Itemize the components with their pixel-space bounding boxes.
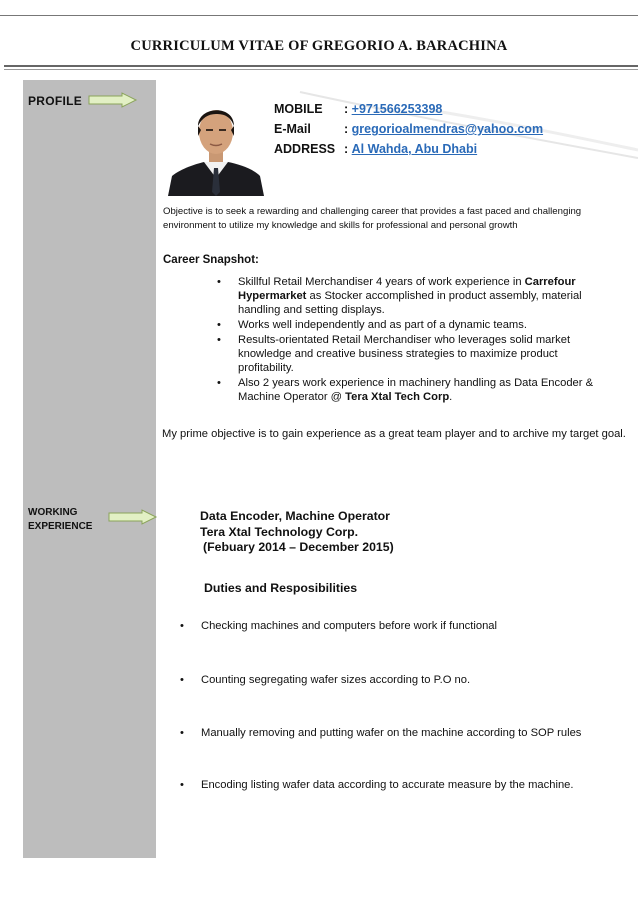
job-company: Tera Xtal Technology Corp. xyxy=(200,524,359,539)
email-colon: : xyxy=(344,122,349,136)
job-period: (Febuary 2014 – December 2015) xyxy=(203,540,394,554)
bullet-icon: • xyxy=(180,674,184,686)
item-text: Also 2 years work experience in machinery handling as Data Encoder & Machine Operator @ xyxy=(238,377,594,403)
mobile-label: MOBILE xyxy=(274,102,323,116)
item-text: . xyxy=(449,391,453,403)
working-experience-label xyxy=(28,506,92,534)
top-border-line xyxy=(0,15,638,16)
contact-row-mobile xyxy=(274,99,543,119)
header-divider-thin xyxy=(4,69,638,70)
bullet-icon: • xyxy=(180,620,184,632)
mobile-colon: : xyxy=(344,102,352,116)
contact-info xyxy=(274,99,543,159)
contact-row-email xyxy=(274,119,543,139)
duty-text: Encoding listing wafer data according to accurate measure by the machine. xyxy=(201,779,574,791)
bullet-icon: • xyxy=(180,779,184,791)
header-divider xyxy=(4,65,638,67)
contact-row-address xyxy=(274,139,543,159)
duties-heading: Duties and Resposibilities xyxy=(204,581,358,595)
career-snapshot-heading: Career Snapshot: xyxy=(163,254,259,266)
duty-text: Checking machines and computers before work if functional xyxy=(201,620,497,632)
job-header xyxy=(200,509,394,556)
email-label: E-Mail xyxy=(274,122,311,136)
right-arrow-icon xyxy=(88,92,138,108)
sidebar xyxy=(23,80,156,858)
list-item xyxy=(216,333,616,375)
profile-photo xyxy=(168,96,264,196)
working-label-line1: WORKING xyxy=(28,507,78,518)
duty-text: Manually removing and putting wafer on the machine according to SOP rules xyxy=(201,727,582,739)
prime-objective-text: My prime objective is to gain experience as a great team player and to archive my target goal. xyxy=(162,428,626,440)
item-bold: Carrefour Hypermarket xyxy=(238,276,576,302)
item-text: Works well independently and as part of a dynamic teams. xyxy=(238,319,527,331)
career-snapshot-list xyxy=(216,275,616,405)
list-item xyxy=(216,318,616,332)
address-link[interactable]: Al Wahda, Abu Dhabi xyxy=(351,142,478,156)
bullet-icon: • xyxy=(180,727,184,739)
list-item xyxy=(216,275,616,317)
item-text: Results-orientated Retail Merchandiser who leverages solid market knowledge and creative business strategies to maximize product profitability. xyxy=(238,334,571,374)
item-text: Skillful Retail Merchandiser 4 years of work experience in xyxy=(238,276,525,288)
address-label: ADDRESS xyxy=(274,142,336,156)
right-arrow-icon xyxy=(108,509,158,525)
item-text: as Stocker accomplished in product assembly, material handling and setting displays. xyxy=(238,290,582,316)
address-colon: : xyxy=(344,142,349,156)
email-link[interactable]: gregorioalmendras@yahoo.com xyxy=(351,122,544,136)
item-bold: Tera Xtal Tech Corp xyxy=(345,391,450,403)
list-item xyxy=(216,376,616,404)
job-position: Data Encoder, Machine Operator xyxy=(200,509,390,523)
profile-label: PROFILE xyxy=(28,94,83,108)
working-label-line2: EXPERIENCE xyxy=(28,521,93,532)
mobile-link[interactable]: +971566253398 xyxy=(351,102,443,116)
duty-text: Counting segregating wafer sizes according to P.O no. xyxy=(201,674,471,686)
document-title: CURRICULUM VITAE OF GREGORIO A. BARACHINA xyxy=(130,38,508,54)
objective-text: Objective is to seek a rewarding and challenging career that provides a fast paced and challenging environment to utilize my knowledge and skills for professional and personal growth xyxy=(163,206,582,231)
